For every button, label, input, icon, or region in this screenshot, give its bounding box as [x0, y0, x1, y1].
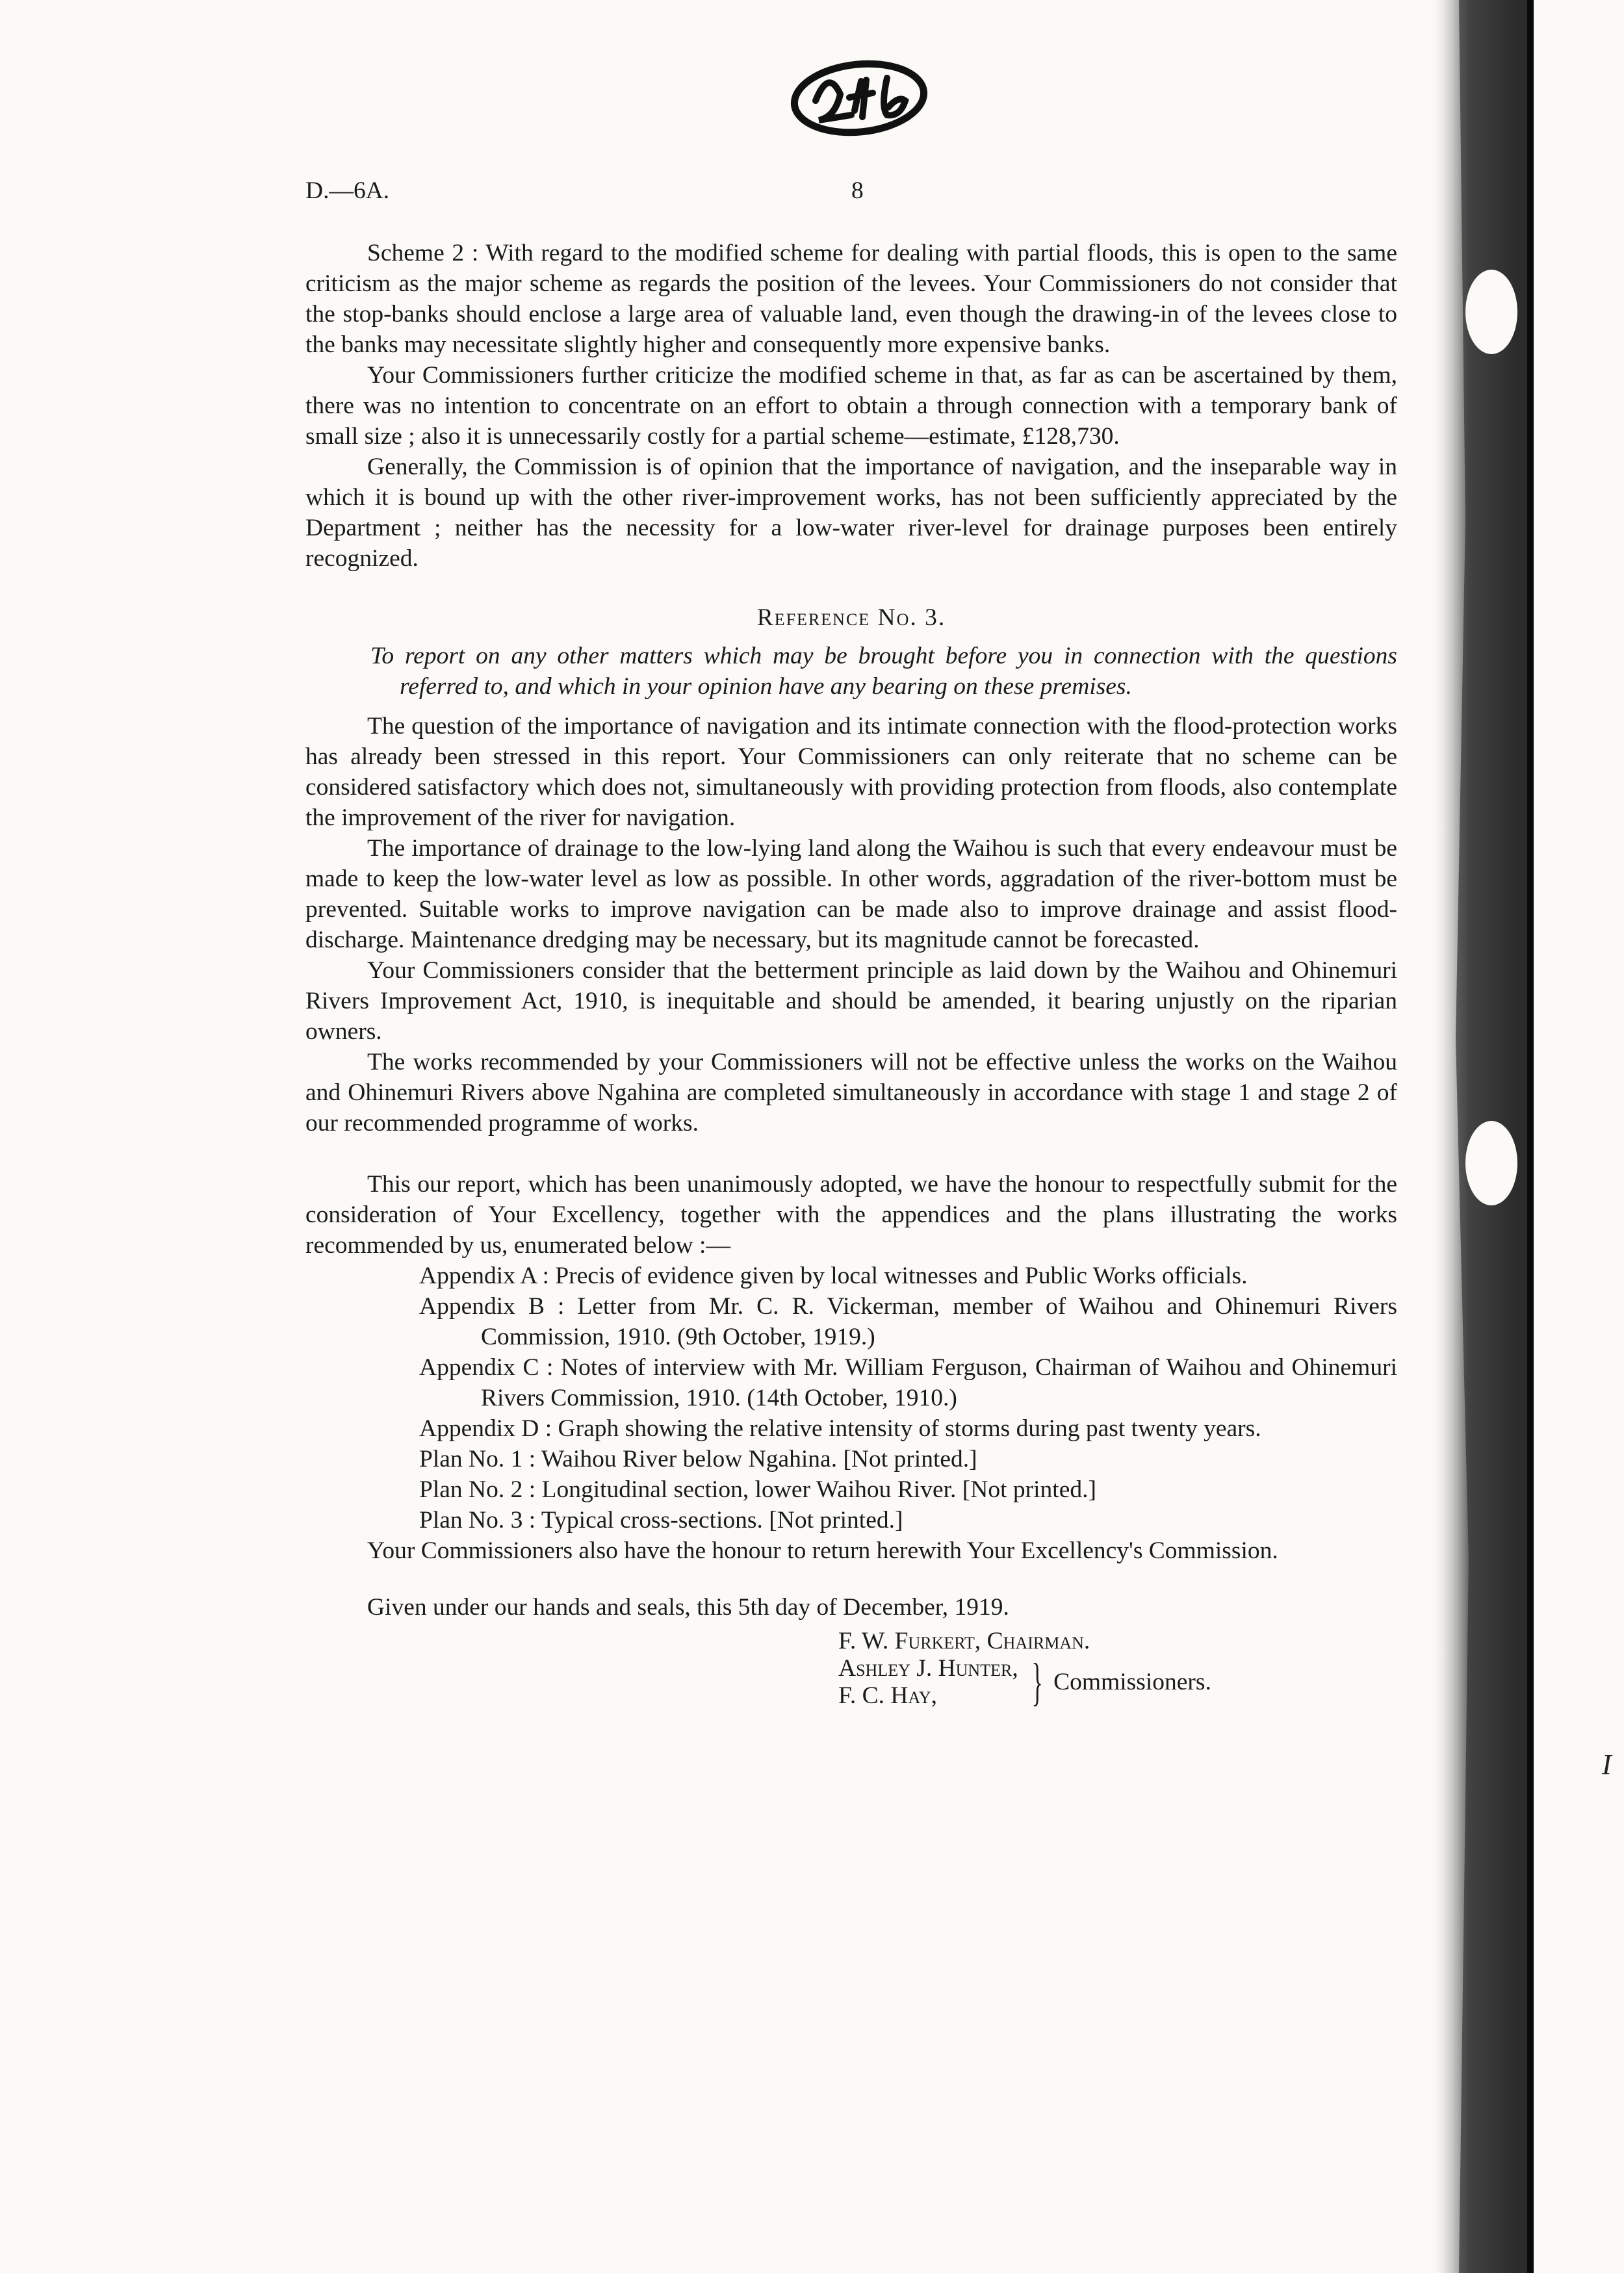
paragraph-modified-scheme: Your Commissioners further criticize the modified scheme in that, as far as can be ascertained by them, there was no intention to concentrate on an effort to obtain a through connection with a temporary bank of small size ; also it is unnecessarily costly for a partial scheme—estimate, £128,730. — [305, 362, 1397, 450]
paragraph-generally: Generally, the Commission is of opinion that the importance of navigation, and the inseparable way in which it is bound up with the other river-improvement works, has not been sufficiently appreciated by the Department ; neither has the necessity for a low-water river-level for drainage purposes been entirely recognized. — [305, 454, 1397, 572]
page-number: 8 — [851, 177, 864, 204]
signature-commissioner: F. C. Hay, — [838, 1682, 937, 1709]
paragraph-works-effective: The works recommended by your Commissioners will not be effective unless the works on the Waihou and Ohinemuri Rivers above Ngahina are completed simultaneously in accordance with stage 1 and stage 2 of our recommended programme of works. — [305, 1049, 1397, 1136]
list-item: Plan No. 1 : Waihou River below Ngahina. [Not printed.] — [419, 1446, 977, 1472]
signature-commissioner: Ashley J. Hunter, — [838, 1655, 1018, 1682]
given-line: Given under our hands and seals, this 5th day of December, 1919. — [367, 1594, 1009, 1621]
list-item: Appendix D : Graph showing the relative intensity of storms during past twenty years. — [419, 1415, 1261, 1442]
signature-chairman: F. W. Furkert, Chairman. — [838, 1628, 1090, 1654]
paragraph-return-commission: Your Commissioners also have the honour to return herewith Your Excellency's Commission. — [367, 1537, 1278, 1564]
document-reference: D.—6A. — [305, 177, 390, 204]
appendix-list — [419, 1261, 1397, 1535]
paragraph-betterment: Your Commissioners consider that the betterment principle as laid down by the Waihou and Ohinemuri Rivers Improvement Act, 1910, is inequitable and should be amended, it bearing unjustly on the riparian owners. — [305, 957, 1397, 1045]
list-item: Plan No. 2 : Longitudinal section, lower Waihou River. [Not printed.] — [419, 1476, 1096, 1503]
list-item: Appendix C : Notes of interview with Mr. William Ferguson, Chairman of Waihou and Ohinemuri Rivers Commission, 1910. (14th October, 1910.) — [419, 1354, 1397, 1411]
page-header — [305, 175, 1397, 212]
list-item: Appendix A : Precis of evidence given by local witnesses and Public Works officials. — [419, 1263, 1248, 1289]
handwritten-stamp — [790, 55, 929, 140]
reference-terms: To report on any other matters which may be brought before you in connection with the questions referred to, and which in your opinion have any bearing on these premises. — [370, 643, 1397, 700]
page-margin-right — [1534, 0, 1624, 2273]
commissioners-label: Commissioners. — [1053, 1669, 1211, 1695]
brace-glyph: } — [1031, 1654, 1043, 1711]
paragraph-navigation: The question of the importance of navigation and its intimate connection with the flood-protection works has already been stressed in this report. Your Commissioners can only reiterate that no scheme can be considered satisfactory which does not, simultaneously with providing protection from floods, also contemplate the improvement of the river for navigation. — [305, 713, 1397, 831]
paragraph-drainage: The importance of drainage to the low-lying land along the Waihou is such that every endeavour must be made to keep the low-water level as low as possible. In other words, aggradation of the river-bottom must be prevented. Suitable works to improve navigation can be made also to improve drainage and assist flood-discharge. Maintenance dredging may be necessary, but its magnitude cannot be forecasted. — [305, 835, 1397, 953]
signature-block — [838, 1628, 1397, 1710]
paragraph-scheme-2: Scheme 2 : With regard to the modified scheme for dealing with partial floods, this is open to the same criticism as the major scheme as regards the position of the levees. Your Commissioners do not consider that the stop-banks should enclose a large area of valuable land, even though the drawing-in of the levees close to the banks may necessitate slightly higher and consequently more expensive banks. — [305, 240, 1397, 358]
paragraph-submission: This our report, which has been unanimously adopted, we have the honour to respectfully submit for the consideration of Your Excellency, together with the appendices and the plans illustrating the works recommended by us, enumerated below :— — [305, 1171, 1397, 1259]
reference-heading: Reference No. 3. — [756, 604, 946, 631]
list-item: Plan No. 3 : Typical cross-sections. [Not printed.] — [419, 1507, 903, 1534]
document-page — [305, 175, 1397, 1710]
margin-mark-right: I — [1602, 1749, 1612, 1780]
commissioners-group — [838, 1655, 1397, 1710]
list-item: Appendix B : Letter from Mr. C. R. Vickerman, member of Waihou and Ohinemuri Rivers Commission, 1910. (9th October, 1919.) — [419, 1293, 1397, 1350]
